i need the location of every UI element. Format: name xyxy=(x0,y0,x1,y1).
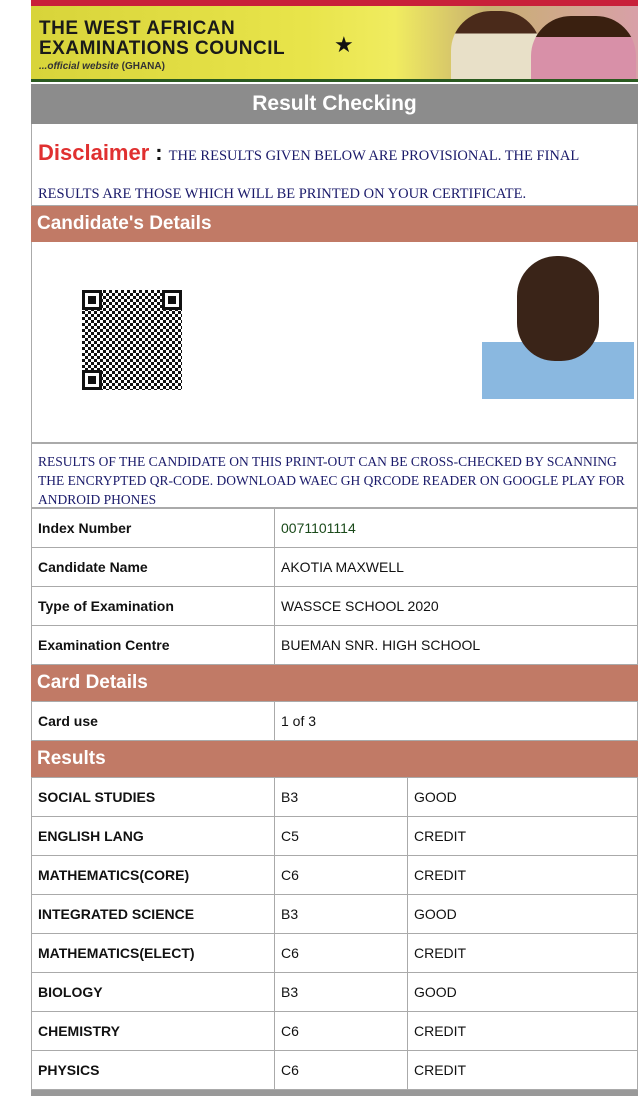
star-icon: ★ xyxy=(334,32,354,57)
candidate-media xyxy=(31,242,638,443)
subject: CHEMISTRY xyxy=(32,1012,275,1051)
results-table xyxy=(31,777,638,1090)
table-row xyxy=(32,509,638,548)
row-label: Type of Examination xyxy=(32,587,275,626)
table-row xyxy=(32,548,638,587)
remark: CREDIT xyxy=(408,856,638,895)
row-label: Card use xyxy=(32,702,275,741)
subject: MATHEMATICS(CORE) xyxy=(32,856,275,895)
row-value: 1 of 3 xyxy=(275,702,638,741)
row-value: WASSCE SCHOOL 2020 xyxy=(275,587,638,626)
section-card-details: Card Details xyxy=(31,665,638,701)
row-value: AKOTIA MAXWELL xyxy=(275,548,638,587)
remark: GOOD xyxy=(408,973,638,1012)
table-row xyxy=(32,702,638,741)
result-row xyxy=(32,856,638,895)
candidate-table xyxy=(31,508,638,665)
qr-notice: RESULTS OF THE CANDIDATE ON THIS PRINT-OUT CAN BE CROSS-CHECKED BY SCANNING THE ENCRYPTED QR-CODE. DOWNLOAD WAEC GH QRCODE READER ON GOOGLE PLAY FOR ANDROID PHONES xyxy=(31,443,638,508)
row-label: Candidate Name xyxy=(32,548,275,587)
result-row xyxy=(32,1012,638,1051)
table-row xyxy=(32,626,638,665)
section-results: Results xyxy=(31,741,638,777)
grade: C5 xyxy=(275,817,408,856)
grade: B3 xyxy=(275,778,408,817)
banner-photo-student xyxy=(451,11,541,82)
remark: CREDIT xyxy=(408,1051,638,1090)
subject: ENGLISH LANG xyxy=(32,817,275,856)
row-value: BUEMAN SNR. HIGH SCHOOL xyxy=(275,626,638,665)
subject: BIOLOGY xyxy=(32,973,275,1012)
grade: C6 xyxy=(275,1012,408,1051)
remark: CREDIT xyxy=(408,1012,638,1051)
subject: INTEGRATED SCIENCE xyxy=(32,895,275,934)
row-value: 0071101114 xyxy=(275,509,638,548)
disclaimer: Disclaimer : THE RESULTS GIVEN BELOW ARE PROVISIONAL. THE FINAL RESULTS ARE THOSE WHICH WILL BE PRINTED ON YOUR CERTIFICATE. xyxy=(31,124,638,206)
page xyxy=(31,0,638,1096)
subject: MATHEMATICS(ELECT) xyxy=(32,934,275,973)
row-label: Examination Centre xyxy=(32,626,275,665)
remark: GOOD xyxy=(408,895,638,934)
grade: C6 xyxy=(275,1051,408,1090)
grade: B3 xyxy=(275,973,408,1012)
subject: PHYSICS xyxy=(32,1051,275,1090)
grade: B3 xyxy=(275,895,408,934)
result-row xyxy=(32,934,638,973)
remark: CREDIT xyxy=(408,934,638,973)
grade: C6 xyxy=(275,856,408,895)
banner-logo-text: THE WEST AFRICAN EXAMINATIONS COUNCIL xyxy=(39,18,286,59)
table-row xyxy=(32,587,638,626)
grade: C6 xyxy=(275,934,408,973)
banner-photo-student xyxy=(531,16,636,82)
row-label: Index Number xyxy=(32,509,275,548)
footer-bar xyxy=(31,1090,638,1096)
page-title: Result Checking xyxy=(31,84,638,124)
result-row xyxy=(32,895,638,934)
waec-banner xyxy=(31,0,638,82)
result-row xyxy=(32,778,638,817)
remark: CREDIT xyxy=(408,817,638,856)
subject: SOCIAL STUDIES xyxy=(32,778,275,817)
result-row xyxy=(32,1051,638,1090)
banner-tagline: ...official website (GHANA) xyxy=(39,61,165,72)
card-table xyxy=(31,701,638,741)
section-candidate-details: Candidate's Details xyxy=(31,206,638,242)
candidate-photo xyxy=(482,256,634,399)
qr-code xyxy=(82,290,182,390)
remark: GOOD xyxy=(408,778,638,817)
result-row xyxy=(32,973,638,1012)
result-row xyxy=(32,817,638,856)
